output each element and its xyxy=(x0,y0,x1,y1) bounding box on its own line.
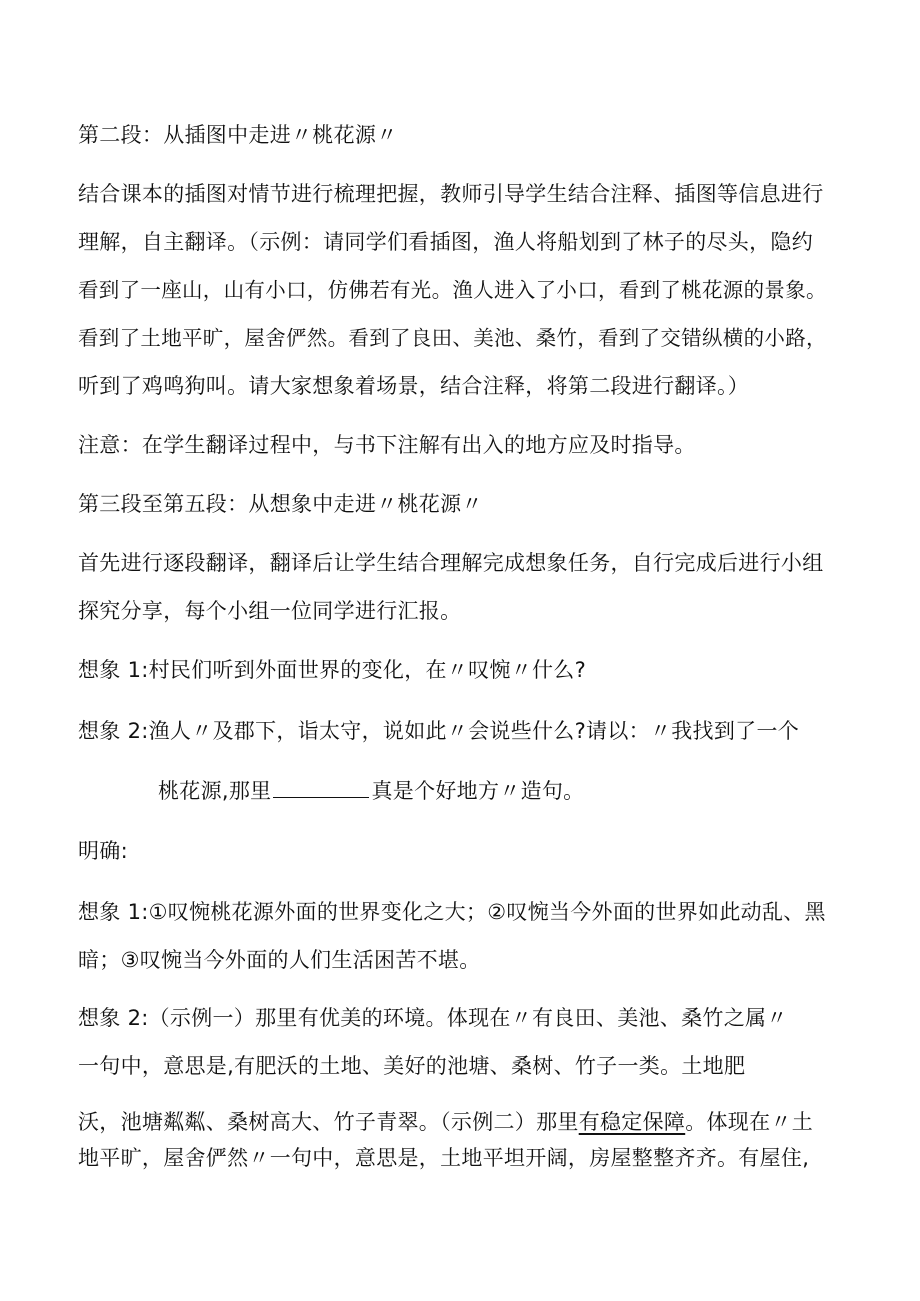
section2-line-1: 结合课本的插图对情节进行梳理把握，教师引导学生结合注释、插图等信息进行 xyxy=(78,182,824,206)
section3-heading: 第三段至第五段：从想象中走进〃桃花源〃 xyxy=(78,492,483,516)
fill-in-blank xyxy=(273,779,369,798)
answer-label: 明确: xyxy=(78,839,128,863)
section2-heading: 第二段：从插图中走进〃桃花源〃 xyxy=(78,123,398,147)
underlined-phrase: 有稳定保障 xyxy=(578,1110,686,1134)
answer-1-line-1: 想象 1:①叹惋桃花源外面的世界变化之大；②叹惋当今外面的世界如此动乱、黑 xyxy=(78,900,826,924)
answer-2-line-3-before: 沃，池塘粼粼、桑树高大、竹子青翠。（示例二）那里 xyxy=(78,1110,579,1134)
imagine-task-1: 想象 1:村民们听到外面世界的变化，在〃叹惋〃什么? xyxy=(78,658,587,682)
section3-line-1: 首先进行逐段翻译，翻译后让学生结合理解完成想象任务，自行完成后进行小组 xyxy=(78,551,824,575)
answer-2-line-1: 想象 2:（示例一）那里有优美的环境。体现在〃有良田、美池、桑竹之属〃 xyxy=(78,1006,788,1030)
answer-2-line-3-after: 。体现在〃土 xyxy=(685,1110,814,1134)
answer-2-line-4: 地平旷，屋舍俨然〃一句中，意思是，土地平坦开阔，房屋整整齐齐。有屋住, xyxy=(78,1146,810,1170)
section2-line-4: 看到了土地平旷，屋舍俨然。看到了良田、美池、桑竹，看到了交错纵横的小路， xyxy=(78,326,827,350)
answer-2-line-2: 一句中，意思是,有肥沃的土地、美好的池塘、桑树、竹子一类。土地肥 xyxy=(78,1054,746,1078)
imagine-task-2-line-1: 想象 2:渔人〃及郡下，诣太守，说如此〃会说些什么?请以：〃我找到了一个 xyxy=(78,719,800,743)
section2-line-2: 理解，自主翻译。（示例：请同学们看插图，渔人将船划到了林子的尽头，隐约 xyxy=(78,230,813,254)
imagine-task-2-line-2 xyxy=(158,776,584,806)
section2-note: 注意：在学生翻译过程中，与书下注解有出入的地方应及时指导。 xyxy=(78,433,696,457)
task2-text-before-blank: 桃花源,那里 xyxy=(158,779,272,803)
section3-line-2: 探究分享，每个小组一位同学进行汇报。 xyxy=(78,599,462,623)
task2-text-after-blank: 真是个好地方〃造句。 xyxy=(371,779,585,803)
section2-line-3: 看到了一座山，山有小口，仿佛若有光。渔人进入了小口，看到了桃花源的景象。 xyxy=(78,278,827,302)
answer-1-line-2: 暗；③叹惋当今外面的人们生活困苦不堪。 xyxy=(78,948,481,972)
answer-2-line-3 xyxy=(78,1107,813,1137)
section2-line-5: 听到了鸡鸣狗叫。请大家想象着场景，结合注释，将第二段进行翻译。） xyxy=(78,374,750,398)
